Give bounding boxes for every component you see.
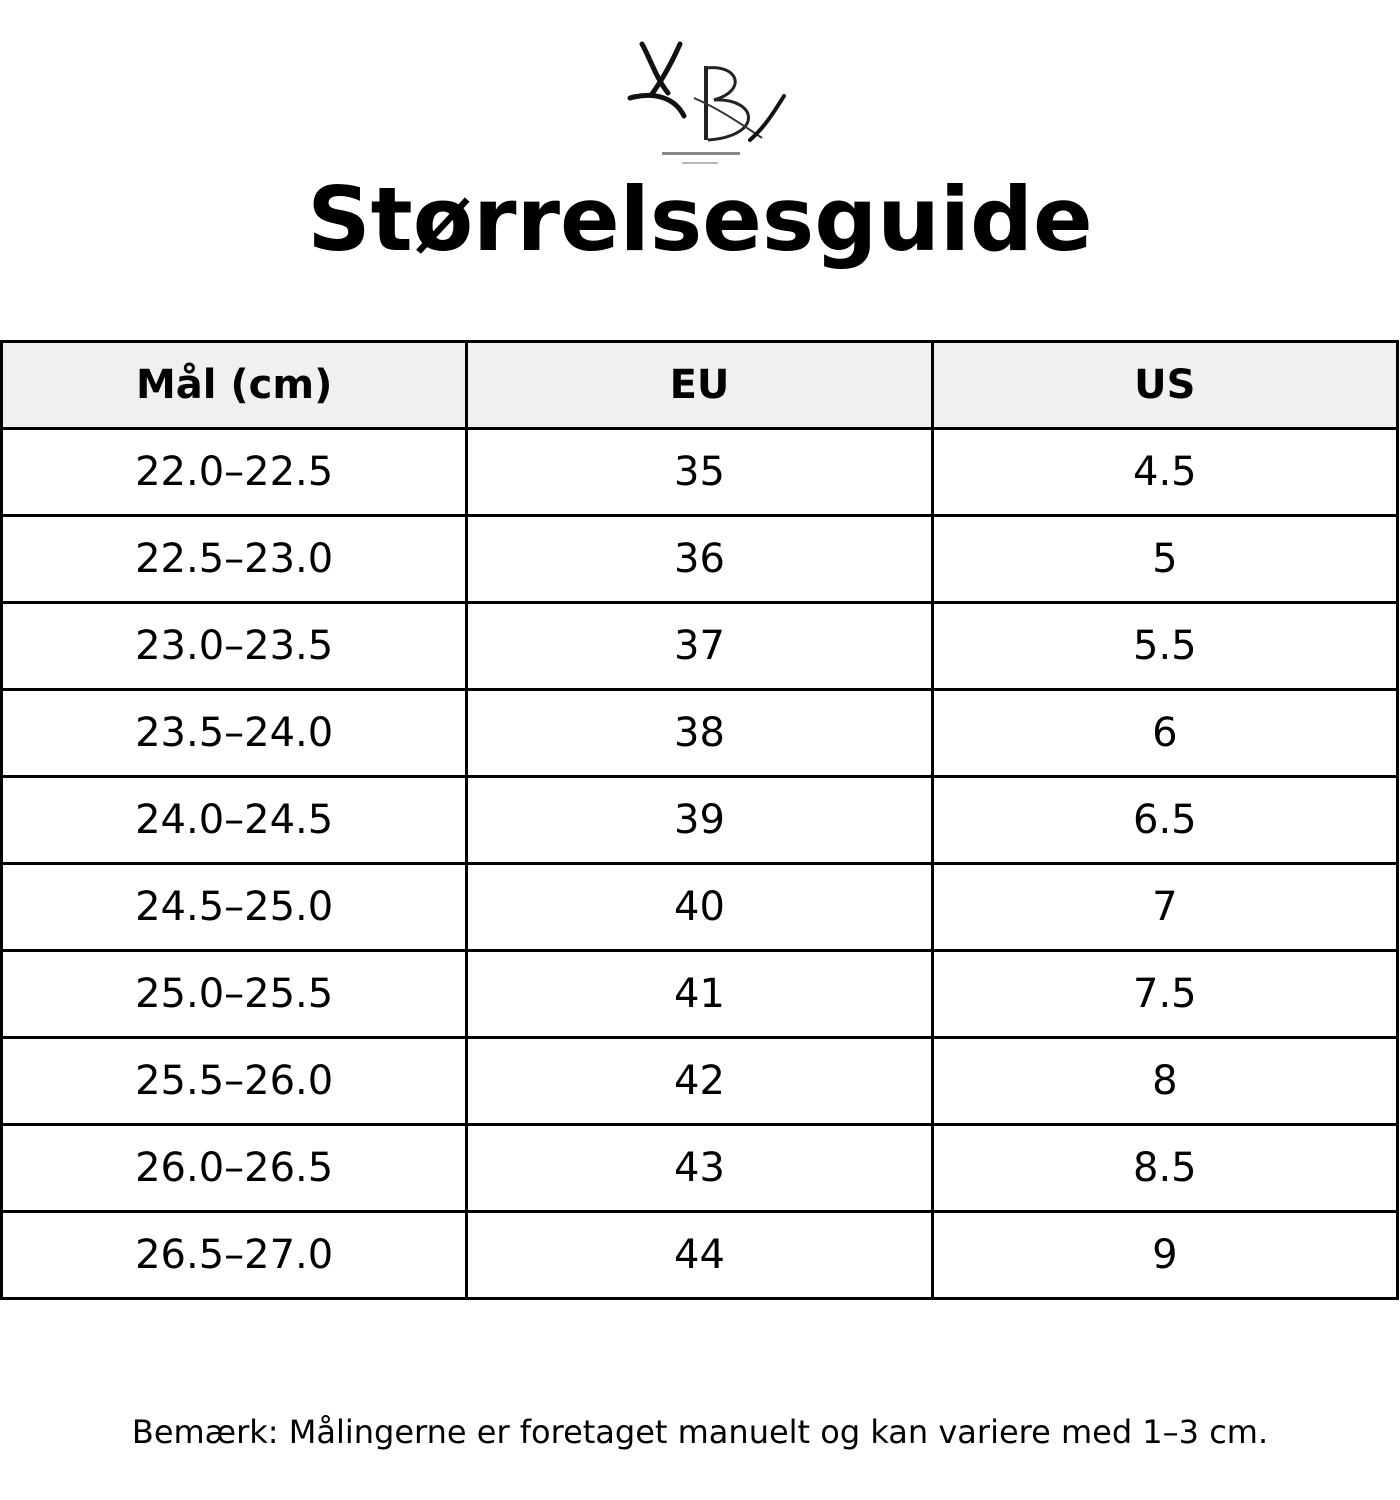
table-row bbox=[2, 864, 1398, 951]
cell-us-size: 4.5 bbox=[932, 429, 1397, 516]
table-row bbox=[2, 951, 1398, 1038]
table-row bbox=[2, 603, 1398, 690]
cell-us-size: 6.5 bbox=[932, 777, 1397, 864]
size-table bbox=[0, 340, 1399, 1300]
cell-us-size: 8.5 bbox=[932, 1125, 1397, 1212]
cell-eu-size: 37 bbox=[467, 603, 932, 690]
cell-measurement: 25.0–25.5 bbox=[2, 951, 467, 1038]
cell-eu-size: 41 bbox=[467, 951, 932, 1038]
cell-us-size: 5 bbox=[932, 516, 1397, 603]
cell-measurement: 22.5–23.0 bbox=[2, 516, 467, 603]
table-row bbox=[2, 777, 1398, 864]
column-header-us: US bbox=[932, 342, 1397, 429]
cell-eu-size: 40 bbox=[467, 864, 932, 951]
table-row bbox=[2, 516, 1398, 603]
cell-us-size: 5.5 bbox=[932, 603, 1397, 690]
cell-measurement: 23.0–23.5 bbox=[2, 603, 467, 690]
cell-measurement: 25.5–26.0 bbox=[2, 1038, 467, 1125]
cell-eu-size: 36 bbox=[467, 516, 932, 603]
cell-us-size: 7.5 bbox=[932, 951, 1397, 1038]
table-row bbox=[2, 1212, 1398, 1299]
page-title: Størrelsesguide bbox=[307, 168, 1093, 271]
cell-eu-size: 43 bbox=[467, 1125, 932, 1212]
cell-eu-size: 35 bbox=[467, 429, 932, 516]
table-row bbox=[2, 429, 1398, 516]
table-row bbox=[2, 1125, 1398, 1212]
column-header-eu: EU bbox=[467, 342, 932, 429]
cell-us-size: 6 bbox=[932, 690, 1397, 777]
cell-measurement: 26.5–27.0 bbox=[2, 1212, 467, 1299]
cell-measurement: 22.0–22.5 bbox=[2, 429, 467, 516]
cell-eu-size: 38 bbox=[467, 690, 932, 777]
cell-us-size: 8 bbox=[932, 1038, 1397, 1125]
measurement-note: Bemærk: Målingerne er foretaget manuelt og kan variere med 1–3 cm. bbox=[131, 1413, 1269, 1451]
cell-eu-size: 42 bbox=[467, 1038, 932, 1125]
cell-measurement: 24.0–24.5 bbox=[2, 777, 467, 864]
cell-eu-size: 39 bbox=[467, 777, 932, 864]
brand-logo-icon bbox=[622, 38, 790, 172]
cell-us-size: 9 bbox=[932, 1212, 1397, 1299]
cell-measurement: 23.5–24.0 bbox=[2, 690, 467, 777]
table-header-row bbox=[2, 342, 1398, 429]
column-header-measurement: Mål (cm) bbox=[2, 342, 467, 429]
cell-measurement: 24.5–25.0 bbox=[2, 864, 467, 951]
cell-us-size: 7 bbox=[932, 864, 1397, 951]
table-row bbox=[2, 690, 1398, 777]
cell-measurement: 26.0–26.5 bbox=[2, 1125, 467, 1212]
cell-eu-size: 44 bbox=[467, 1212, 932, 1299]
table-row bbox=[2, 1038, 1398, 1125]
